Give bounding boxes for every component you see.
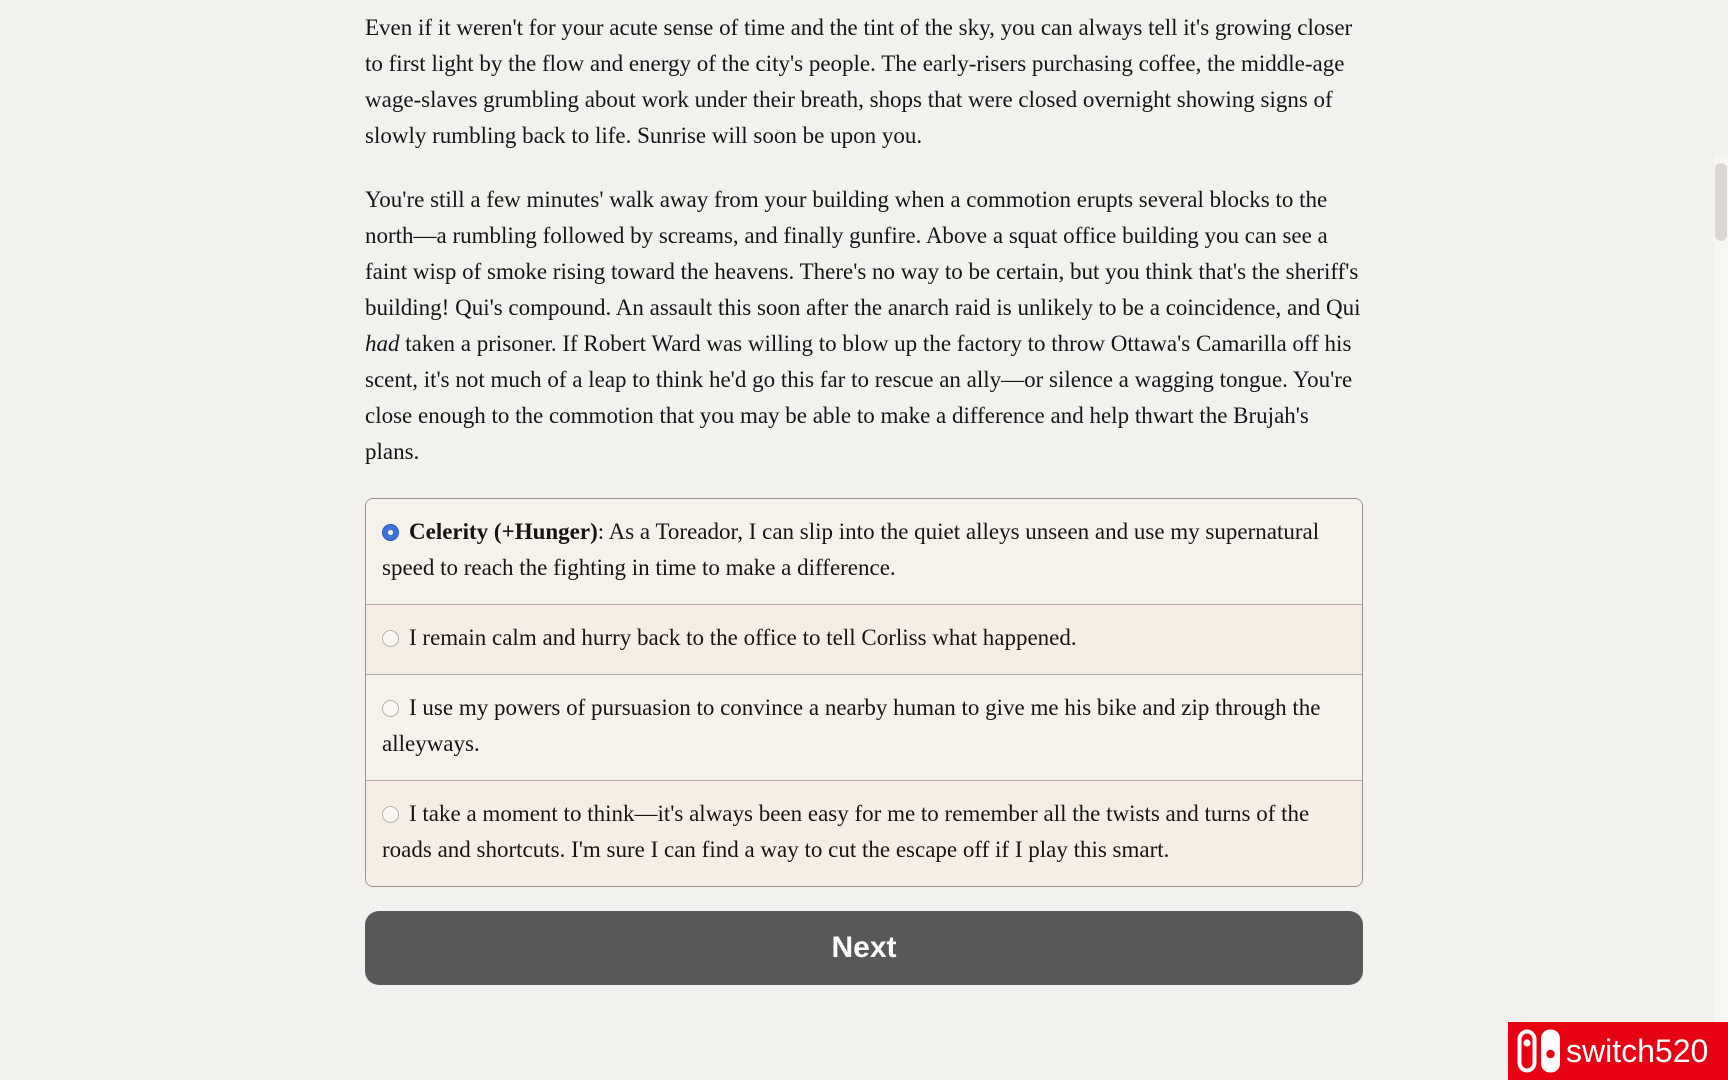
radio-button[interactable]: [382, 630, 399, 647]
choice-option-2[interactable]: [366, 604, 1362, 674]
radio-button[interactable]: [382, 806, 399, 823]
choice-1-label: : As a Toreador, I can slip into the quiet alleys unseen and use my supernatural speed to reach the fighting in time to make a difference.: [382, 519, 1320, 580]
radio-button-selected[interactable]: [382, 524, 399, 541]
story-paragraph-2: [365, 182, 1365, 470]
scrollbar-thumb[interactable]: [1715, 163, 1727, 241]
story-text: [365, 10, 1365, 470]
choice-option-4[interactable]: [366, 780, 1362, 886]
story-paragraph-2-part1: You're still a few minutes' walk away from your building when a commotion erupts several blocks to the north—a rumbling followed by screams, and finally gunfire. Above a squat office building you can see a faint wisp of smoke rising toward the heavens. There's no way to be certain, but you think that's the sheriff's building! Qui's compound. An assault this soon after the anarch raid is unlikely to be a coincidence, and Qui: [365, 187, 1361, 320]
choice-3-label: I use my powers of pursuasion to convince a nearby human to give me his bike and zip through the alleyways.: [382, 695, 1321, 756]
choice-1-bold-prefix: Celerity (+Hunger): [409, 519, 598, 544]
nintendo-switch-icon: [1516, 1028, 1562, 1074]
choice-4-label: I take a moment to think—it's always been easy for me to remember all the twists and turns of the roads and shortcuts. I'm sure I can find a way to cut the escape off if I play this smart.: [382, 801, 1310, 862]
radio-button[interactable]: [382, 700, 399, 717]
watermark-text: switch520: [1566, 1033, 1709, 1069]
watermark-badge: [1508, 1022, 1728, 1080]
scrollbar[interactable]: [1714, 155, 1728, 1080]
story-paragraph-2-part2: taken a prisoner. If Robert Ward was willing to blow up the factory to throw Ottawa's Camarilla off his scent, it's not much of a leap to think he'd go this far to rescue an ally—or silence a wagging tongue. You're close enough to the commotion that you may be able to make a difference and help thwart the Brujah's plans.: [365, 331, 1353, 464]
next-button[interactable]: Next: [365, 911, 1363, 985]
choice-option-3[interactable]: [366, 674, 1362, 780]
choices-group: [365, 498, 1363, 887]
choice-2-label: I remain calm and hurry back to the office to tell Corliss what happened.: [409, 625, 1077, 650]
choice-option-1[interactable]: [366, 499, 1362, 604]
story-paragraph-2-italic: had: [365, 331, 400, 356]
story-content: [365, 0, 1365, 985]
story-paragraph-1: Even if it weren't for your acute sense of time and the tint of the sky, you can always tell it's growing closer to first light by the flow and energy of the city's people. The early-risers purchasing coffee, the middle-age wage-slaves grumbling about work under their breath, shops that were closed overnight showing signs of slowly rumbling back to life. Sunrise will soon be upon you.: [365, 15, 1353, 148]
